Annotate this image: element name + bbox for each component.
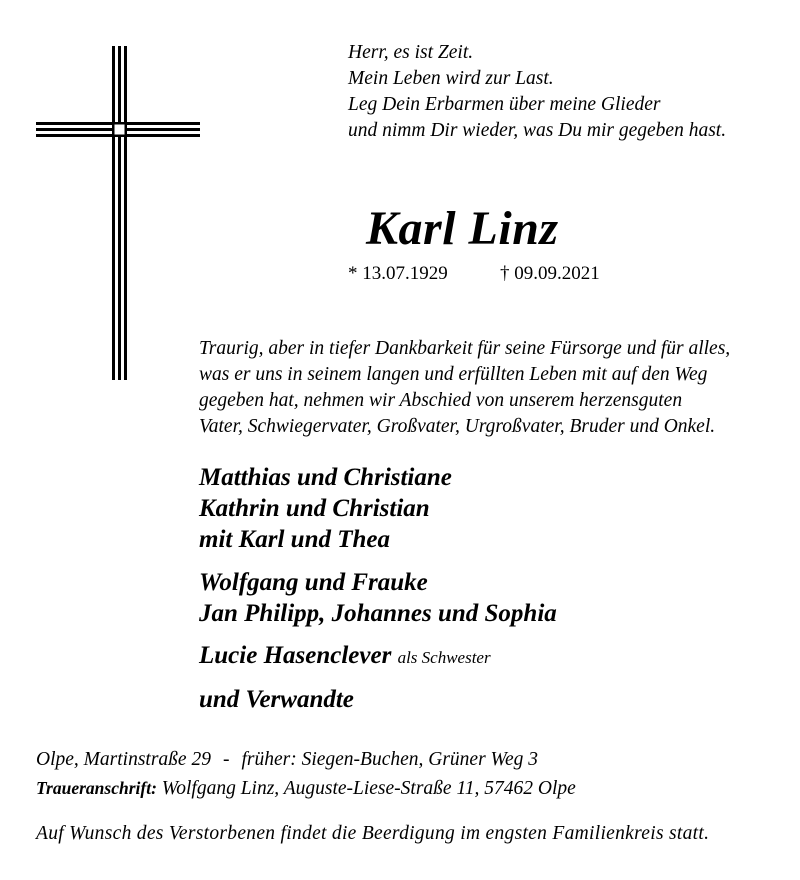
intro-line: was er uns in seinem langen und erfüllten Leben mit auf den Weg (199, 364, 708, 385)
family-sister (199, 640, 491, 673)
cross-icon (36, 46, 200, 380)
death-date: † 09.09.2021 (500, 263, 600, 284)
poem-line: Leg Dein Erbarmen über meine Glieder (348, 94, 661, 115)
sister-note: als Schwester (397, 648, 491, 667)
current-address: Olpe, Martinstraße 29 (36, 749, 211, 770)
family-line: mit Karl und Thea (199, 526, 391, 553)
funeral-note: Auf Wunsch des Verstorbenen findet die Beerdigung im engsten Familienkreis statt. (36, 823, 710, 844)
address-separator: - (222, 749, 230, 770)
family-line: Wolfgang und Frauke (199, 569, 428, 596)
family-line: Jan Philipp, Johannes und Sophia (199, 600, 557, 627)
intro-line: Traurig, aber in tiefer Dankbarkeit für seine Fürsorge und für alles, (199, 338, 731, 359)
sister-name: Lucie Hasenclever (199, 642, 392, 669)
poem-line: Mein Leben wird zur Last. (348, 68, 554, 89)
mourning-address-value: Wolfgang Linz, Auguste-Liese-Straße 11, 57462 Olpe (161, 778, 576, 799)
former-address: früher: Siegen-Buchen, Grüner Weg 3 (241, 749, 539, 770)
family-group-2 (199, 567, 557, 629)
family-relatives: und Verwandte (199, 686, 354, 713)
address-line (36, 747, 538, 773)
intro-line: Vater, Schwiegervater, Großvater, Urgroßvater, Bruder und Onkel. (199, 416, 716, 437)
poem-line: und nimm Dir wieder, was Du mir gegeben hast. (348, 120, 727, 141)
poem (348, 40, 726, 144)
family-line: Kathrin und Christian (199, 495, 430, 522)
family-line: Matthias und Christiane (199, 464, 452, 491)
deceased-name: Karl Linz (366, 202, 559, 255)
poem-line: Herr, es ist Zeit. (348, 42, 474, 63)
birth-date: * 13.07.1929 (348, 263, 448, 284)
intro-paragraph (199, 336, 730, 440)
intro-line: gegeben hat, nehmen wir Abschied von unserem herzensguten (199, 390, 683, 411)
family-group-1 (199, 462, 452, 555)
mourning-address-label: Traueranschrift: (36, 778, 157, 798)
mourning-address-line (36, 775, 576, 802)
